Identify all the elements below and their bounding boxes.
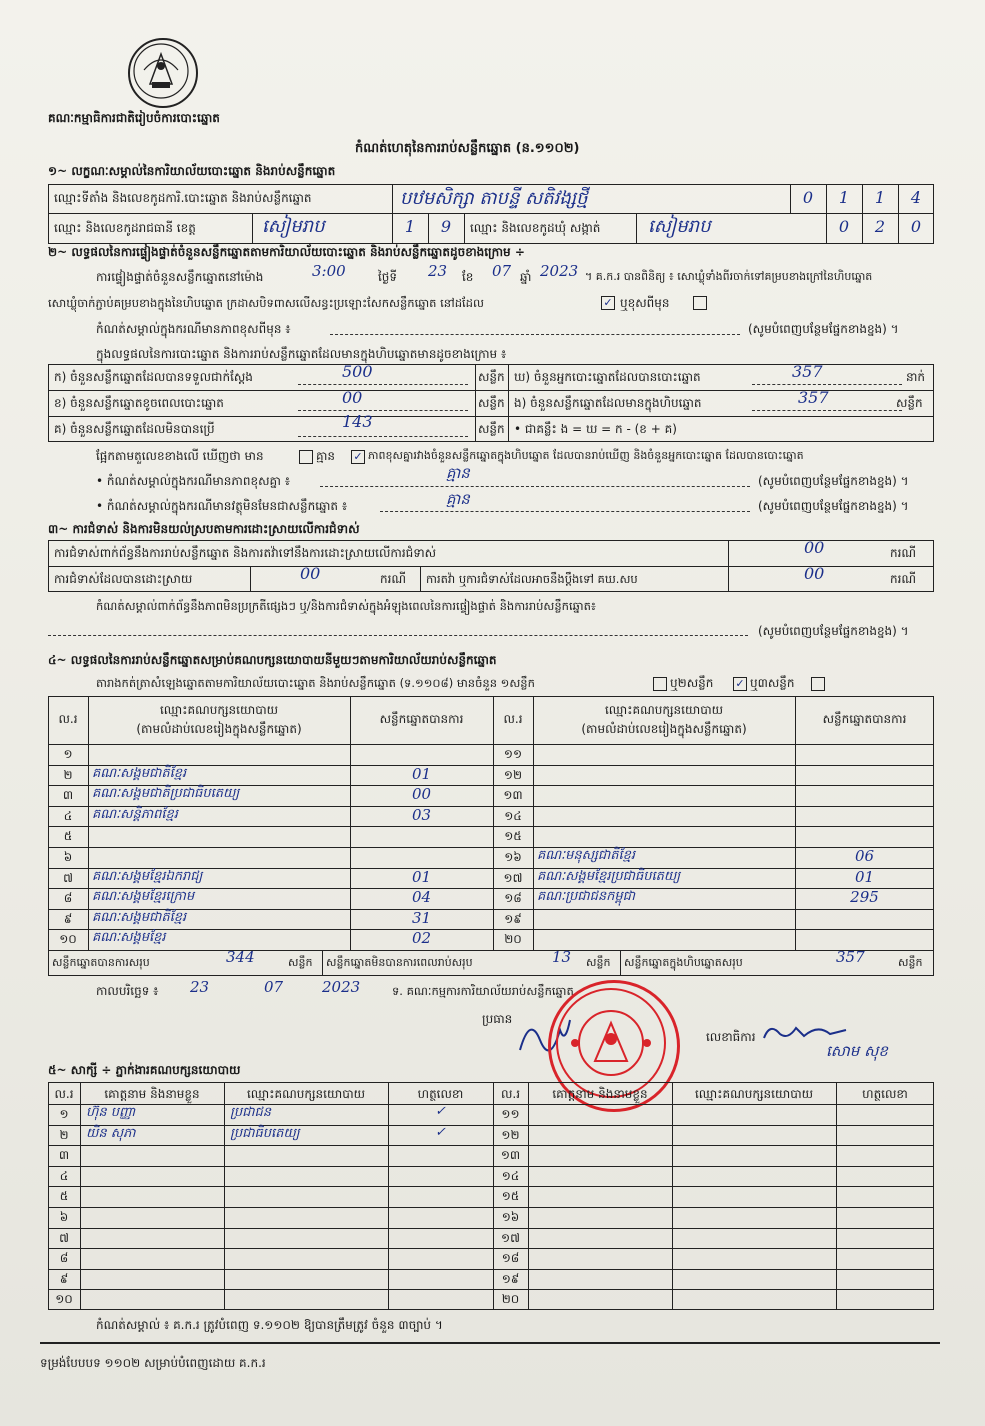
discrepancy-label: ផ្អែកតាមតួលេខខាងលើ ឃើញថា មាន (96, 449, 264, 463)
party-name: គណៈប្រជាជនកម្ពុជា (537, 889, 635, 905)
commune-code-digit: 0 (910, 217, 922, 236)
col-no-header: ល.រ (500, 1087, 521, 1101)
verify-para2: សោឃ្លុំចាក់ភ្ជាប់គម្របខាងក្នុងនៃហិបឆ្នោត ក្រដាសបិទពាសលើសន្ធះប្រឡោះសែកសន្លឹកឆ្នោត នៅដដែល (48, 296, 484, 310)
secretary-label: លេខាធិការ (706, 1030, 756, 1044)
row-number: ១៦ (504, 850, 522, 864)
row-number: ១៧ (501, 1230, 520, 1245)
verify-day: 23 (428, 262, 448, 280)
party-name: គណៈសង្គមខ្មែរ (92, 930, 166, 946)
location-code-digit: 1 (838, 188, 850, 207)
col-name-header: គោត្តនាម និងនាមខ្លួន (104, 1087, 200, 1101)
three-sheets-label: ឬ៣សន្លឹក (750, 676, 795, 690)
row-number: ១៥ (501, 1189, 520, 1204)
different-checkbox[interactable] (693, 296, 707, 310)
received-value: 500 (342, 362, 373, 381)
verify-time-label: ការផ្ទៀងផ្ទាត់ចំនួនសន្លឹកឆ្នោតនៅម៉ោង (96, 270, 264, 284)
row-number: ១២ (503, 767, 523, 782)
row-number: ៨ (59, 1251, 69, 1266)
col-no-header: ល.រ (54, 1087, 74, 1101)
party-name: គណៈសន្តិភាពខ្មែរ (92, 806, 178, 822)
verify-time: 3:00 (312, 262, 346, 280)
total-valid-label: សន្លឹកឆ្នោតបានការសរុប (52, 956, 150, 969)
verify-year: 2023 (540, 262, 579, 280)
row-number: ១៩ (504, 911, 522, 926)
appeal-value: 00 (804, 564, 825, 583)
unit-sheet: សន្លឹក (586, 956, 611, 969)
party-votes: 01 (411, 764, 432, 783)
location-code-digit: 0 (802, 188, 814, 207)
resolved-label: ការជំទាស់ដែលបានដោះស្រាយ (54, 572, 193, 586)
col-name-header: គោត្តនាម និងនាមខ្លួន (552, 1087, 648, 1101)
unused-label: គ) ចំនួនសន្លឹកឆ្នោតដែលមិនបានប្រើ (54, 422, 215, 436)
verify-para1-end: ។ គ.ក.រ បានពិនិត្យ ៖ សោឃ្លុំទាំងពីរចាក់ទៅគម្របខាងក្រៅនៃហិបឆ្នោត (585, 270, 873, 283)
section3-fill-hint: (សូមបំពេញបន្ថែមផ្នែកខាងខ្នង) ។ (758, 624, 909, 638)
party-votes: 31 (411, 908, 432, 927)
witness-party: ប្រជាធិបតេយ្យ (230, 1125, 300, 1141)
row-number: ៨ (63, 891, 73, 906)
appeal-label: ការតវ៉ា ឬការជំទាស់ដែលអាចនឹងប្ដឹងទៅ គឃ.សប (426, 572, 638, 586)
resolved-value: 00 (300, 564, 321, 583)
col-party-header: ឈ្មោះគណបក្សនយោបាយ (159, 703, 279, 717)
unit-sheet: សន្លឹក (478, 396, 505, 410)
province-label: ឈ្មោះ និងលេខកូដរាជធានី ខេត្ត (54, 221, 196, 235)
col-votes-header: សន្លឹកឆ្នោតបានការ (822, 712, 907, 726)
col-party-subheader: (តាមលំដាប់លេខរៀងក្នុងសន្លឹកឆ្នោត) (136, 722, 302, 736)
row-number: ២ (63, 767, 73, 782)
objection-value: 00 (804, 538, 825, 557)
party-votes: 03 (411, 805, 432, 824)
formula: • ជាគន្លឹះ ង = ឃ = ក - (ខ + គ) (514, 422, 677, 436)
party-name: គណៈសង្គមជាតិខ្មែរ (92, 909, 187, 925)
party-votes: 01 (854, 867, 875, 886)
row-number: ១៧ (503, 870, 523, 885)
col-votes-header: សន្លឹកឆ្នោតបានការ (379, 712, 464, 726)
row-number: ៣ (62, 788, 74, 803)
witness-signature: ✓ (435, 1104, 446, 1119)
month-label: ខែ (462, 270, 474, 284)
unit-sheet: សន្លឹក (478, 370, 505, 384)
unit-case: ករណី (890, 572, 917, 586)
col-sign-header: ហត្ថលេខា (417, 1087, 464, 1101)
row-number: ១ (59, 1107, 69, 1121)
col-no-header: ល.រ (503, 712, 523, 726)
row-number: ១៣ (503, 788, 523, 803)
row-number: ២ (59, 1127, 69, 1142)
witness-name: យិន សុភា (86, 1125, 136, 1141)
party-name: គណៈសង្គមខ្មែរប្រជាធិបតេយ្យ (537, 868, 681, 884)
location-code-digit: 1 (874, 188, 886, 207)
two-sheets-label: ឬ២សន្លឹក (670, 676, 714, 690)
location-value: បឋមសិក្សា តាបន្ទី សតិវង្សថ្មី (400, 188, 588, 209)
unit-person: នាក់ (906, 370, 926, 384)
unit-case: ករណី (890, 546, 917, 560)
commune-value: សៀមរាប (648, 216, 711, 237)
row-number: ៥ (59, 1189, 69, 1204)
note3-value: គ្មាន (446, 490, 470, 508)
day-label: ថ្ងៃទី (378, 270, 398, 284)
secretary-name: សោម សុខ (826, 1042, 888, 1060)
commune-code-digit: 2 (874, 217, 886, 236)
party-votes: 01 (411, 867, 432, 886)
voters-value: 357 (792, 362, 823, 381)
one-sheet-checkbox[interactable] (653, 677, 667, 691)
unit-case: ករណី (380, 572, 407, 586)
unit-sheet: សន្លឹក (896, 396, 923, 410)
spoiled-value: 00 (342, 388, 363, 407)
party-name: គណៈមនុស្សជាតិខ្មែរ (537, 848, 635, 863)
col-party-header: ឈ្មោះគណបក្សនយោបាយ (604, 703, 724, 717)
row-number: ១៩ (501, 1271, 520, 1286)
section4-intro: តារាងកត់ត្រាសំឡេងឆ្នោតតាមការិយាល័យបោះឆ្នោត និងរាប់សន្លឹកឆ្នោត (ទ.១១០៨) មានចំនួន ១សន្លឹក (96, 676, 535, 690)
row-number: ៦ (59, 1210, 69, 1224)
row-number: ៩ (59, 1271, 69, 1286)
party-votes: 00 (411, 785, 432, 804)
section5-note: កំណត់សម្គាល់ ៖ គ.ក.រ ត្រូវបំពេញ ទ.១១០២ ឱ្យបានត្រឹមត្រូវ ចំនួន ៣ច្បាប់ ។ (96, 1318, 443, 1332)
col-party-header: ឈ្មោះគណបក្សនយោបាយ (694, 1087, 814, 1101)
province-value: សៀមរាប (262, 216, 325, 237)
row-number: ៤ (63, 808, 73, 823)
discrepancy-yes-checkbox[interactable] (299, 450, 313, 464)
section5-title: ៥~ សាក្សី ÷ ភ្នាក់ងារគណបក្សនយោបាយ (48, 1063, 241, 1077)
in-box-value: 357 (798, 388, 829, 407)
row-number: ១៦ (501, 1210, 520, 1224)
two-sheets-checkbox[interactable]: ✓ (733, 677, 747, 691)
col-sign-header: ហត្ថលេខា (862, 1087, 908, 1101)
section2-title: ២~ លទ្ធផលនៃការផ្ទៀងផ្ទាត់ចំនួនសន្លឹកឆ្នោតតាមការិយាល័យបោះឆ្នោត និងរាប់សន្លឹកឆ្នោតដូចខាងក្រោម ÷ (48, 245, 525, 259)
row-number: ១០ (55, 1292, 73, 1307)
col-party-header: ឈ្មោះគណបក្សនយោបាយ (246, 1087, 366, 1101)
total-valid-value: 344 (226, 948, 255, 966)
row-number: ១១ (503, 747, 523, 761)
col-party-subheader: (តាមលំដាប់លេខរៀងក្នុងសន្លឹកឆ្នោត) (581, 722, 747, 736)
total-in-box-label: សន្លឹកឆ្នោតក្នុងហិបឆ្នោតសរុប (624, 956, 743, 969)
total-in-box-value: 357 (836, 948, 865, 966)
in-box-label: ង) ចំនួនសន្លឹកឆ្នោតដែលមានក្នុងហិបឆ្នោត (514, 396, 702, 410)
row-number: ១៥ (504, 829, 522, 844)
discrepancy-text: ភាពខុសគ្នារវាងចំនួនសន្លឹកឆ្នោតក្នុងហិបឆ្នោត ដែលបានរាប់ឃើញ និងចំនួនអ្នកបោះឆ្នោត ដែលបានបោះឆ្នោត (368, 449, 804, 462)
unused-value: 143 (342, 412, 373, 431)
row-number: ១៨ (501, 1251, 520, 1266)
row-number: ១២ (501, 1127, 520, 1142)
spoiled-label: ខ) ចំនួនសន្លឹកឆ្នោតខូចពេលបោះឆ្នោត (54, 396, 224, 410)
province-code-digit: 9 (440, 217, 452, 236)
chair-label: ប្រធាន (482, 1012, 513, 1026)
row-number: ៤ (59, 1168, 69, 1183)
discrepancy-no-checkbox[interactable]: ✓ (351, 450, 365, 464)
unit-sheet: សន្លឹក (288, 956, 313, 969)
location-code-digit: 4 (910, 188, 922, 207)
org-name: គណៈកម្មាធិការជាតិរៀបចំការបោះឆ្នោត (48, 111, 220, 125)
party-name: គណៈសង្គមជាតិខ្មែរ (92, 765, 187, 781)
witness-name: ហ៊ុន បញ្ញា (86, 1105, 136, 1120)
note3-fill-hint: (សូមបំពេញបន្ថែមផ្នែកខាងខ្នង) ។ (758, 499, 909, 513)
section4-title: ៤~ លទ្ធផលនៃការរាប់សន្លឹកឆ្នោតសម្រាប់គណបក្សនយោបាយនីមួយៗតាមការិយាល័យរាប់សន្លឹកឆ្នោត (48, 653, 497, 667)
row-number: ១៤ (501, 1168, 520, 1183)
party-name: គណៈសង្គមខ្មែរក្រោម (92, 889, 195, 905)
date-year: 2023 (322, 978, 361, 996)
party-name: គណៈសង្គមជាតិប្រជាធិបតេយ្យ (92, 786, 240, 802)
date-label: កាលបរិច្ឆេទ ៖ (96, 984, 159, 998)
row-number: ១ (63, 747, 73, 761)
objection-label: ការជំទាស់ពាក់ព័ន្ធនឹងការរាប់សន្លឹកឆ្នោត និងការតវ៉ាទៅនឹងការដោះស្រាយលើការជំទាស់ (54, 546, 437, 560)
note2-fill-hint: (សូមបំពេញបន្ថែមផ្នែកខាងខ្នង) ។ (758, 474, 909, 488)
footer-text: ទម្រង់បែបបទ ១១០២ សម្រាប់បំពេញដោយ គ.ក.រ (40, 1356, 266, 1370)
section3-note: កំណត់សម្គាល់ពាក់ព័ន្ធនឹងភាពមិនប្រក្រតីផ្សេងៗ ឬ/និងការជំទាស់ក្នុងអំឡុងពេលនៃការផ្ទៀងផ្ទាត់ និងការរាប់សន្លឹកឆ្នោត៖ (96, 599, 596, 613)
year-label: ឆ្នាំ (520, 270, 532, 284)
discrepancy-no-label: គ្មាន (316, 449, 336, 463)
row-number: ៧ (63, 870, 73, 885)
party-votes: 295 (850, 888, 879, 907)
note2-value: គ្មាន (446, 464, 470, 482)
row-number: ៦ (63, 850, 73, 864)
row-number: ១១ (501, 1107, 520, 1121)
same-checkbox[interactable]: ✓ (601, 296, 615, 310)
national-emblem-icon (128, 38, 198, 108)
witness-signature: ✓ (435, 1124, 446, 1140)
location-label: ឈ្មោះទីតាំង និងលេខកូដការិ.បោះឆ្នោត និងរាប់សន្លឹកឆ្នោត (54, 191, 312, 205)
note3-label: • កំណត់សម្គាល់ក្នុងករណីមានវត្ថុមិនមែនជាសន្លឹកឆ្នោត ៖ (96, 499, 348, 513)
commune-label: ឈ្មោះ និងលេខកូដឃុំ សង្កាត់ (470, 221, 601, 235)
committee-label: ទ. គណៈកម្មការការិយាល័យរាប់សន្លឹកឆ្នោត (392, 984, 574, 998)
row-number: ១០ (59, 932, 77, 947)
witness-party: ប្រជាជន (230, 1105, 272, 1120)
three-sheets-checkbox[interactable] (811, 677, 825, 691)
section3-title: ៣~ ការជំទាស់ និងការមិនយល់ស្របតាមការដោះស្រាយលើការជំទាស់ (48, 522, 360, 536)
party-votes: 02 (411, 929, 432, 948)
voters-label: ឃ) ចំនួនអ្នកបោះឆ្នោតដែលបានបោះឆ្នោត (514, 370, 701, 384)
total-invalid-value: 13 (552, 948, 572, 966)
row-number: ២០ (501, 1292, 520, 1307)
document-title: កំណត់ហេតុនៃការរាប់សន្លឹកឆ្នោត (ន.១១០២) (355, 141, 580, 156)
row-number: ៧ (59, 1230, 69, 1245)
received-label: ក) ចំនួនសន្លឹកឆ្នោតដែលបានទទួលជាក់ស្តែង (54, 370, 253, 384)
note1-label: កំណត់សម្គាល់ក្នុងករណីមានភាពខុសពីមុន ៖ (96, 322, 291, 336)
party-votes: 06 (854, 847, 875, 865)
section1-title: ១~ លក្ខណៈសម្គាល់នៃការិយាល័យបោះឆ្នោត និងរាប់សន្លឹកឆ្នោត (48, 164, 336, 178)
row-number: ១៤ (504, 808, 522, 823)
row-number: ៣ (58, 1148, 70, 1163)
results-intro: ក្នុងលទ្ធផលនៃការបោះឆ្នោត និងការរាប់សន្លឹកឆ្នោតដែលមានក្នុងហិបឆ្នោតមានដូចខាងក្រោម ៖ (96, 347, 507, 361)
total-invalid-label: សន្លឹកឆ្នោតមិនបានការពេលរាប់សរុប (326, 956, 473, 969)
row-number: ១៨ (504, 891, 522, 906)
col-no-header: ល.រ (58, 712, 78, 726)
date-day: 23 (190, 978, 210, 996)
note1-fill-hint: (សូមបំពេញបន្ថែមផ្នែកខាងខ្នង) ។ (748, 322, 899, 336)
commune-code-digit: 0 (838, 217, 850, 236)
row-number: ៥ (63, 829, 73, 844)
row-number: ២០ (504, 932, 522, 947)
row-number: ៩ (63, 911, 73, 926)
row-number: ១៣ (500, 1148, 521, 1163)
party-name: គណៈសង្គមខ្មែរឯករាជ្យ (92, 868, 203, 884)
unit-sheet: សន្លឹក (478, 422, 505, 436)
verify-month: 07 (492, 262, 512, 280)
note2-label: • កំណត់សម្គាល់ក្នុងករណីមានភាពខុសគ្នា ៖ (96, 474, 291, 488)
different-label: ឬខុសពីមុន (620, 296, 670, 310)
date-month: 07 (264, 978, 284, 996)
party-votes: 04 (411, 888, 432, 907)
province-code-digit: 1 (404, 217, 416, 236)
unit-sheet: សន្លឹក (898, 956, 923, 969)
